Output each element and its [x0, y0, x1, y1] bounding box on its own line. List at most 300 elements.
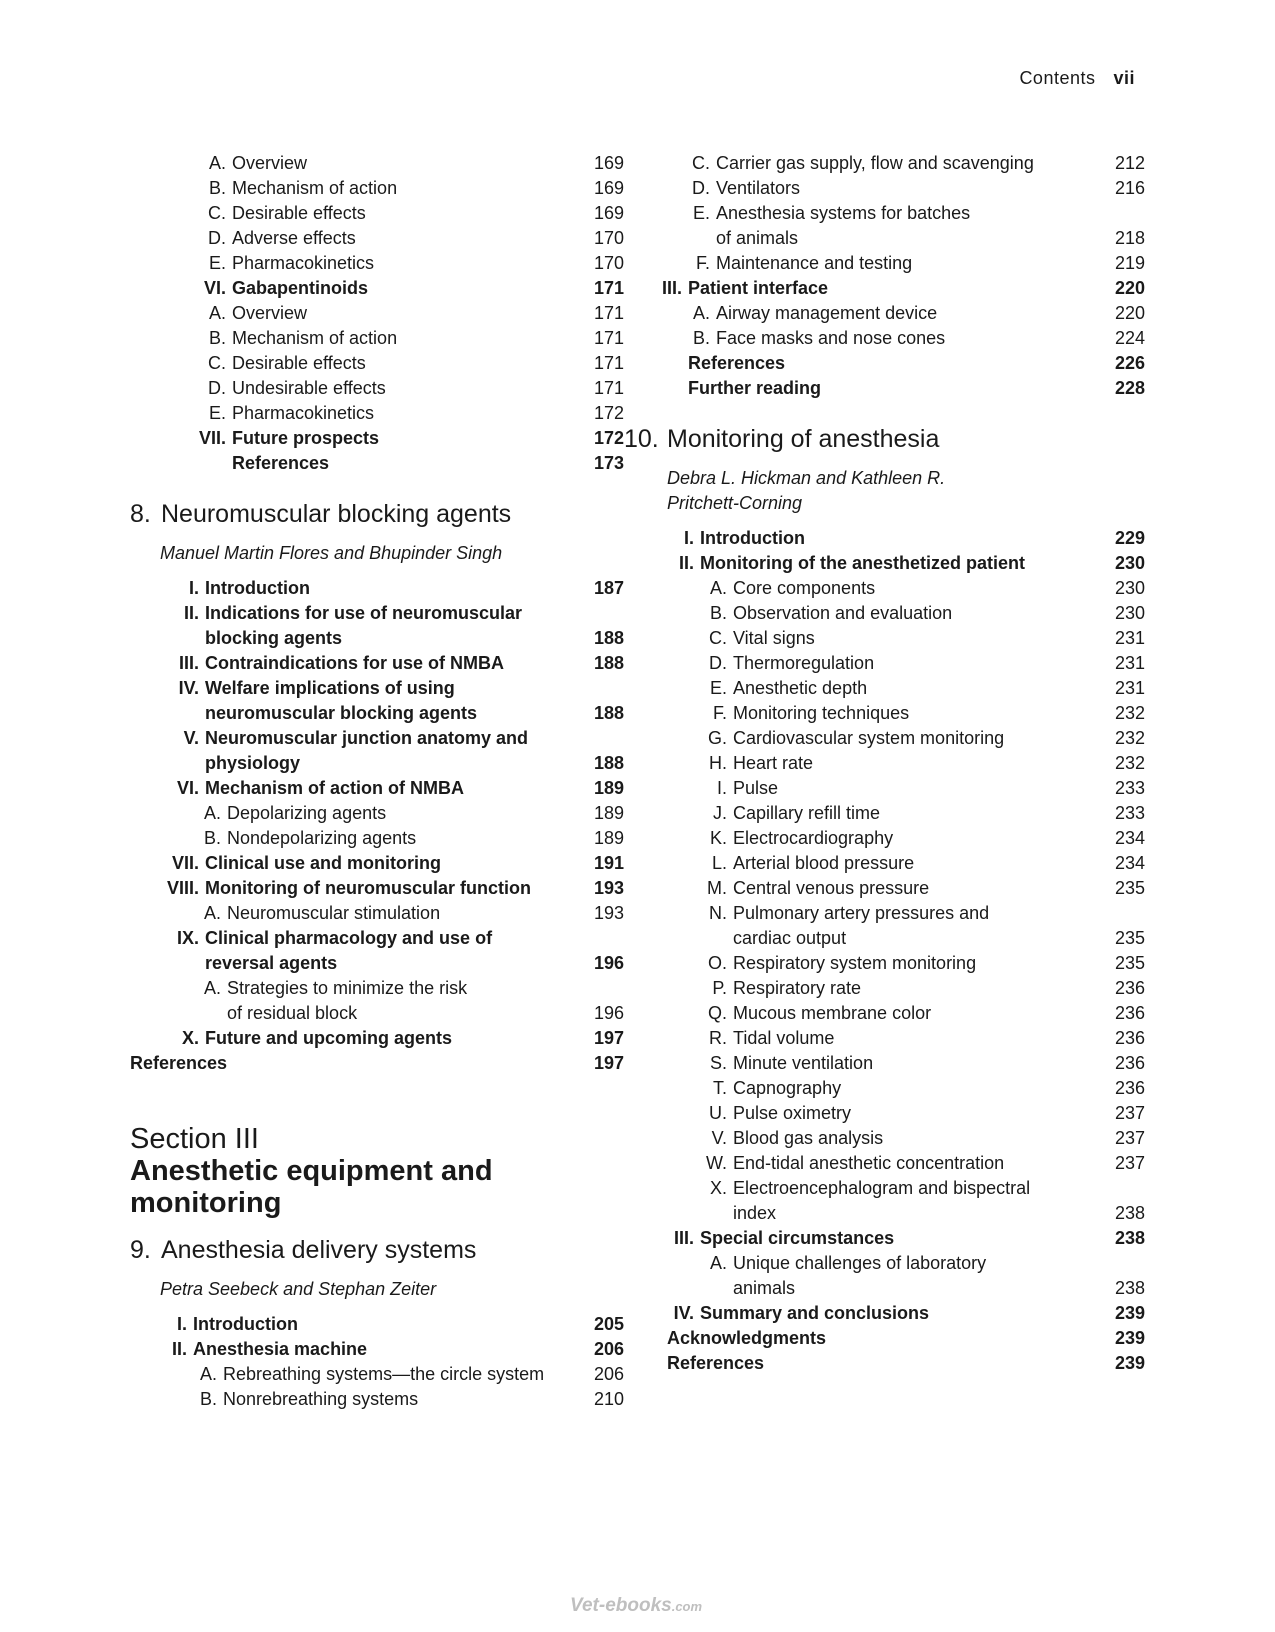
toc-entry-marker: C.	[692, 153, 710, 173]
toc-entry-page: 188	[593, 653, 624, 673]
toc-entry	[652, 876, 1145, 901]
chapter-authors: Petra Seebeck and Stephan Zeiter	[160, 1279, 437, 1299]
toc-entry-marker: A.	[203, 978, 221, 998]
toc-entry-title: Clinical use and monitoring	[205, 853, 442, 873]
toc-entry-page: 205	[593, 1314, 624, 1334]
toc-entry	[652, 901, 1145, 951]
toc-entry-page: 197	[593, 1053, 624, 1073]
toc-entry-page: 230	[1114, 578, 1145, 598]
toc-entry	[130, 876, 624, 901]
toc-entry-title: Central venous pressure	[733, 878, 930, 898]
toc-entry-title: Further reading	[688, 378, 822, 398]
toc-entry-continuation: of animals	[716, 228, 799, 248]
toc-entry-title: Mechanism of action	[232, 178, 398, 198]
toc-entry-title: Desirable effects	[232, 353, 366, 373]
toc-entry-page: 169	[593, 178, 624, 198]
toc-entry-marker: VII.	[171, 853, 199, 873]
toc-entry-title: Cardiovascular system monitoring	[733, 728, 1005, 748]
toc-entry-marker: A.	[709, 578, 727, 598]
toc-entry	[652, 376, 1145, 401]
toc-entry-title: Monitoring techniques	[733, 703, 910, 723]
toc-entry-marker: B.	[208, 328, 226, 348]
toc-entry	[130, 401, 624, 426]
toc-entry	[130, 826, 624, 851]
toc-entry-page: 232	[1114, 703, 1145, 723]
toc-entry	[652, 201, 1145, 251]
toc-entry-title: Mechanism of action of NMBA	[205, 778, 465, 798]
toc-entry-marker: X.	[181, 1028, 199, 1048]
toc-entry	[130, 1312, 624, 1337]
left-top-entries	[130, 151, 624, 476]
toc-entry-title: Nonrebreathing systems	[223, 1389, 419, 1409]
toc-entry	[652, 651, 1145, 676]
toc-entry-title: References	[667, 1353, 765, 1373]
toc-entry	[130, 251, 624, 276]
toc-entry-page: 216	[1114, 178, 1145, 198]
toc-entry-title: Special circumstances	[700, 1228, 895, 1248]
toc-entry	[652, 526, 1145, 551]
toc-entry-marker: A.	[709, 1253, 727, 1273]
toc-entry-page: 238	[1114, 1278, 1145, 1298]
toc-entry	[652, 1351, 1145, 1376]
chapter-authors	[652, 466, 1145, 516]
toc-entry	[652, 251, 1145, 276]
toc-entry-title: Observation and evaluation	[733, 603, 953, 623]
toc-entry-page: 232	[1114, 753, 1145, 773]
toc-entry-page: 171	[593, 353, 624, 373]
toc-entry-title: Overview	[232, 303, 308, 323]
toc-entry-marker: J.	[712, 803, 727, 823]
toc-entry-title: Electrocardiography	[733, 828, 894, 848]
toc-entry-marker: A.	[203, 803, 221, 823]
toc-entry-marker: L.	[711, 853, 727, 873]
toc-entry-title: Monitoring of the anesthetized patient	[700, 553, 1025, 573]
authors-line-1: Debra L. Hickman and Kathleen R.	[667, 468, 946, 488]
toc-entry	[652, 1151, 1145, 1176]
toc-entry	[130, 776, 624, 801]
toc-entry	[652, 551, 1145, 576]
toc-entry	[652, 176, 1145, 201]
header-page-number: vii	[1113, 68, 1135, 88]
toc-entry	[130, 676, 624, 726]
toc-entry-page: 235	[1114, 953, 1145, 973]
header-label: Contents	[1019, 68, 1096, 88]
toc-entry-page: 236	[1114, 1003, 1145, 1023]
toc-entry-continuation: of residual block	[227, 1003, 358, 1023]
section-heading	[130, 1123, 624, 1219]
toc-entry-title: Heart rate	[733, 753, 814, 773]
toc-entry-title: Acknowledgments	[667, 1328, 827, 1348]
toc-entry-page: 196	[593, 953, 624, 973]
toc-entry-marker: I.	[716, 778, 727, 798]
toc-entry	[130, 226, 624, 251]
toc-entry-marker: VIII.	[166, 878, 199, 898]
toc-entry-page: 220	[1114, 303, 1145, 323]
toc-entry-marker: III.	[661, 278, 682, 298]
toc-entry-marker: II.	[678, 553, 694, 573]
section-title-line-1: Anesthetic equipment and	[130, 1155, 493, 1187]
toc-entry	[130, 901, 624, 926]
toc-entry-title: Capnography	[733, 1078, 842, 1098]
section-label: Section III	[130, 1123, 259, 1155]
toc-entry-page: 170	[593, 253, 624, 273]
toc-entry-page: 197	[593, 1028, 624, 1048]
toc-entry-marker: D.	[692, 178, 710, 198]
toc-entry	[652, 601, 1145, 626]
toc-entry-page: 169	[593, 203, 624, 223]
toc-entry-marker: I.	[683, 528, 694, 548]
toc-entry-page: 234	[1114, 828, 1145, 848]
toc-entry-page: 220	[1114, 278, 1145, 298]
toc-entry	[652, 851, 1145, 876]
toc-entry-title: Anesthetic depth	[733, 678, 868, 698]
toc-entry	[652, 1001, 1145, 1026]
toc-entry-page: 231	[1114, 628, 1145, 648]
toc-entry	[130, 176, 624, 201]
toc-entry	[130, 326, 624, 351]
toc-entry-page: 171	[593, 378, 624, 398]
toc-entry-page: 171	[593, 328, 624, 348]
toc-entry	[652, 1126, 1145, 1151]
toc-entry-title: Patient interface	[688, 278, 829, 298]
chapter-10-entries	[652, 526, 1145, 1376]
toc-entry-title: Depolarizing agents	[227, 803, 387, 823]
toc-entry-marker: C.	[208, 353, 226, 373]
toc-entry-marker: III.	[673, 1228, 694, 1248]
toc-entry	[652, 151, 1145, 176]
chapter-heading	[624, 424, 1145, 454]
toc-entry-marker: E.	[709, 678, 727, 698]
toc-entry	[652, 1026, 1145, 1051]
toc-entry-page: 206	[593, 1364, 624, 1384]
toc-entry-title: Pulmonary artery pressures and	[733, 903, 990, 923]
toc-entry-title: Clinical pharmacology and use of	[205, 928, 493, 948]
toc-entry	[130, 1337, 624, 1362]
toc-entry-marker: IX.	[176, 928, 199, 948]
toc-entry-marker: IV.	[178, 678, 199, 698]
toc-entry	[652, 1301, 1145, 1326]
toc-entry-page: 193	[593, 903, 624, 923]
toc-entry-title: Blood gas analysis	[733, 1128, 884, 1148]
toc-entry-title: Introduction	[205, 578, 310, 598]
toc-entry-marker: IV.	[673, 1303, 694, 1323]
toc-entry-marker: III.	[178, 653, 199, 673]
left-column	[130, 151, 624, 1412]
chapter-8-entries	[130, 576, 624, 1076]
toc-entry-title: Ventilators	[716, 178, 801, 198]
toc-entry-marker: E.	[208, 403, 226, 423]
toc-entry-title: Unique challenges of laboratory	[733, 1253, 987, 1273]
chapter-title: Neuromuscular blocking agents	[161, 500, 512, 528]
toc-entry-title: Pharmacokinetics	[232, 253, 375, 273]
toc-entry-page: 232	[1114, 728, 1145, 748]
toc-entry-continuation: physiology	[205, 753, 301, 773]
chapter-heading	[130, 499, 624, 529]
toc-entry-page: 172	[593, 403, 624, 423]
toc-entry-page: 239	[1114, 1353, 1145, 1373]
toc-entry-page: 191	[593, 853, 624, 873]
toc-entry-page: 170	[593, 228, 624, 248]
chapter-number: 8.	[130, 500, 151, 528]
toc-entry	[652, 326, 1145, 351]
toc-entry-marker: G.	[707, 728, 727, 748]
toc-entry	[130, 576, 624, 601]
toc-entry-page: 236	[1114, 1078, 1145, 1098]
toc-entry-title: Anesthesia systems for batches	[716, 203, 971, 223]
toc-entry-marker: P.	[712, 978, 727, 998]
toc-entry-page: 236	[1114, 1053, 1145, 1073]
toc-entry-title: Anesthesia machine	[193, 1339, 368, 1359]
toc-entry	[130, 801, 624, 826]
toc-entry-continuation: neuromuscular blocking agents	[205, 703, 478, 723]
toc-entry	[130, 1387, 624, 1412]
toc-entry-marker: K.	[709, 828, 727, 848]
toc-entry-page: 239	[1114, 1328, 1145, 1348]
toc-entry	[130, 851, 624, 876]
toc-entry	[130, 276, 624, 301]
chapter-number: 9.	[130, 1236, 151, 1264]
toc-entry	[130, 451, 624, 476]
toc-entry	[130, 426, 624, 451]
toc-entry-title: Tidal volume	[733, 1028, 835, 1048]
toc-entry-marker: A.	[692, 303, 710, 323]
toc-entry-marker: I.	[176, 1314, 187, 1334]
chapter-title: Monitoring of anesthesia	[667, 425, 940, 453]
watermark-text: Vet-ebooks	[570, 1595, 672, 1616]
toc-entry	[130, 976, 624, 1026]
toc-entry	[130, 1051, 624, 1076]
toc-entry-marker: Q.	[707, 1003, 727, 1023]
toc-entry-title: Desirable effects	[232, 203, 366, 223]
toc-entry-title: Airway management device	[716, 303, 938, 323]
toc-entry-page: 238	[1114, 1203, 1145, 1223]
toc-entry-page: 206	[593, 1339, 624, 1359]
toc-entry	[652, 351, 1145, 376]
toc-entry-marker: D.	[208, 378, 226, 398]
toc-entry-page: 212	[1114, 153, 1145, 173]
toc-entry-marker: E.	[692, 203, 710, 223]
toc-entry-title: Mucous membrane color	[733, 1003, 932, 1023]
toc-entry-marker: E.	[208, 253, 226, 273]
toc-entry	[130, 1362, 624, 1387]
toc-entry-page: 173	[593, 453, 624, 473]
toc-entry	[130, 376, 624, 401]
toc-entry-marker: B.	[203, 828, 221, 848]
toc-entry-marker: II.	[183, 603, 199, 623]
toc-entry-page: 231	[1114, 678, 1145, 698]
toc-entry-title: Neuromuscular junction anatomy and	[205, 728, 529, 748]
toc-entry-page: 188	[593, 628, 624, 648]
toc-entry-marker: VII.	[198, 428, 226, 448]
toc-entry-page: 172	[593, 428, 624, 448]
toc-entry-title: Undesirable effects	[232, 378, 386, 398]
toc-entry	[130, 1026, 624, 1051]
toc-entry-marker: A.	[203, 903, 221, 923]
toc-entry-page: 237	[1114, 1128, 1145, 1148]
toc-entry	[130, 651, 624, 676]
toc-entry-page: 239	[1114, 1303, 1145, 1323]
toc-entry	[652, 1176, 1145, 1226]
toc-entry-page: 236	[1114, 978, 1145, 998]
toc-entry-continuation: cardiac output	[733, 928, 847, 948]
toc-entry-marker: F.	[695, 253, 710, 273]
toc-entry-marker: R.	[709, 1028, 727, 1048]
toc-entry-page: 189	[593, 803, 624, 823]
toc-entry-marker: A.	[208, 303, 226, 323]
toc-entry-marker: D.	[208, 228, 226, 248]
toc-entry	[130, 726, 624, 776]
toc-entry-page: 196	[593, 1003, 624, 1023]
toc-entry-marker: V.	[183, 728, 199, 748]
toc-entry	[652, 726, 1145, 751]
toc-entry-page: 171	[593, 278, 624, 298]
toc-entry-marker: T.	[712, 1078, 727, 1098]
toc-entry-title: Rebreathing systems—the circle system	[223, 1364, 545, 1384]
toc-entry-marker: O.	[707, 953, 727, 973]
toc-entry-title: Pulse	[733, 778, 779, 798]
toc-entry-marker: X.	[709, 1178, 727, 1198]
toc-entry	[652, 951, 1145, 976]
right-top-entries	[652, 151, 1145, 401]
toc-entry	[652, 826, 1145, 851]
toc-entry-page: 237	[1114, 1153, 1145, 1173]
toc-entry-title: Mechanism of action	[232, 328, 398, 348]
chapter-authors: Manuel Martin Flores and Bhupinder Singh	[160, 543, 503, 563]
toc-entry-title: Contraindications for use of NMBA	[205, 653, 505, 673]
toc-entry-page: 218	[1114, 228, 1145, 248]
toc-entry	[652, 751, 1145, 776]
toc-entry-page: 228	[1114, 378, 1145, 398]
toc-entry-title: Introduction	[700, 528, 805, 548]
toc-entry-title: Pharmacokinetics	[232, 403, 375, 423]
toc-entry	[130, 301, 624, 326]
chapter-9-entries	[130, 1312, 624, 1412]
toc-entry-page: 238	[1114, 1228, 1145, 1248]
toc-entry-title: Capillary refill time	[733, 803, 881, 823]
toc-entry-page: 171	[593, 303, 624, 323]
section-title-line-2: monitoring	[130, 1187, 282, 1219]
toc-entry-title: Maintenance and testing	[716, 253, 913, 273]
toc-entry-title: References	[130, 1053, 228, 1073]
toc-entry-title: Future and upcoming agents	[205, 1028, 453, 1048]
toc-entry-title: Thermoregulation	[733, 653, 875, 673]
toc-entry-title: Respiratory rate	[733, 978, 862, 998]
chapter-title: Anesthesia delivery systems	[161, 1236, 477, 1264]
toc-entry	[652, 301, 1145, 326]
toc-entry-page: 236	[1114, 1028, 1145, 1048]
toc-entry	[652, 1251, 1145, 1301]
toc-entry-page: 169	[593, 153, 624, 173]
toc-entry-page: 235	[1114, 878, 1145, 898]
toc-entry-title: Future prospects	[232, 428, 380, 448]
toc-entry-title: Indications for use of neuromuscular	[205, 603, 523, 623]
toc-entry-page: 189	[593, 828, 624, 848]
toc-entry-marker: D.	[709, 653, 727, 673]
toc-entry	[130, 201, 624, 226]
toc-entry-page: 187	[593, 578, 624, 598]
toc-entry	[652, 1326, 1145, 1351]
toc-entry-marker: W.	[706, 1153, 727, 1173]
toc-entry-title: References	[688, 353, 786, 373]
toc-entry	[652, 1076, 1145, 1101]
toc-entry-title: Nondepolarizing agents	[227, 828, 417, 848]
toc-entry-page: 193	[593, 878, 624, 898]
toc-entry-title: End-tidal anesthetic concentration	[733, 1153, 1005, 1173]
toc-entry	[652, 1226, 1145, 1251]
toc-entry-title: Vital signs	[733, 628, 815, 648]
toc-entry-marker: A.	[199, 1364, 217, 1384]
toc-entry-marker: C.	[709, 628, 727, 648]
toc-entry-page: 188	[593, 703, 624, 723]
toc-entry-page: 224	[1114, 328, 1145, 348]
toc-entry-title: Respiratory system monitoring	[733, 953, 977, 973]
toc-entry-title: Overview	[232, 153, 308, 173]
toc-entry-title: Electroencephalogram and bispectral	[733, 1178, 1031, 1198]
toc-entry	[652, 976, 1145, 1001]
running-header	[1019, 68, 1135, 89]
watermark-logo	[570, 1595, 702, 1617]
toc-entry-marker: S.	[709, 1053, 727, 1073]
toc-entry-marker: B.	[692, 328, 710, 348]
toc-entry-marker: II.	[171, 1339, 187, 1359]
toc-entry	[130, 926, 624, 976]
toc-entry-continuation: reversal agents	[205, 953, 338, 973]
toc-entry-marker: B.	[709, 603, 727, 623]
toc-entry-title: Core components	[733, 578, 876, 598]
toc-entry-page: 189	[593, 778, 624, 798]
toc-entry-page: 219	[1114, 253, 1145, 273]
toc-entry-marker: M.	[707, 878, 727, 898]
toc-entry-page: 237	[1114, 1103, 1145, 1123]
toc-entry-page: 226	[1114, 353, 1145, 373]
toc-entry-page: 233	[1114, 803, 1145, 823]
toc-entry	[652, 626, 1145, 651]
toc-entry-title: Introduction	[193, 1314, 298, 1334]
toc-entry-title: Adverse effects	[232, 228, 356, 248]
toc-entry-page: 230	[1114, 553, 1145, 573]
toc-entry-marker: VI.	[203, 278, 226, 298]
toc-entry-page: 233	[1114, 778, 1145, 798]
toc-entry	[652, 801, 1145, 826]
toc-entry-title: Welfare implications of using	[205, 678, 455, 698]
toc-entry-title: Carrier gas supply, flow and scavenging	[716, 153, 1034, 173]
toc-entry-page: 230	[1114, 603, 1145, 623]
toc-entry-marker: B.	[199, 1389, 217, 1409]
toc-entry-title: Strategies to minimize the risk	[227, 978, 468, 998]
toc-entry-page: 188	[593, 753, 624, 773]
toc-entry-page: 234	[1114, 853, 1145, 873]
toc-entry-marker: B.	[208, 178, 226, 198]
toc-entry-title: Face masks and nose cones	[716, 328, 946, 348]
toc-entry	[130, 351, 624, 376]
toc-entry	[652, 676, 1145, 701]
toc-entry-marker: V.	[711, 1128, 727, 1148]
toc-entry-title: Summary and conclusions	[700, 1303, 930, 1323]
watermark-suffix: .com	[671, 1599, 703, 1614]
toc-entry-title: Monitoring of neuromuscular function	[205, 878, 531, 898]
toc-entry-page: 235	[1114, 928, 1145, 948]
toc-entry-continuation: index	[733, 1203, 777, 1223]
toc-entry	[652, 701, 1145, 726]
toc-entry	[130, 601, 624, 651]
toc-entry	[130, 151, 624, 176]
toc-entry-continuation: animals	[733, 1278, 796, 1298]
toc-entry-marker: F.	[712, 703, 727, 723]
toc-entry	[652, 776, 1145, 801]
toc-entry-title: Gabapentinoids	[232, 278, 369, 298]
toc-entry	[652, 576, 1145, 601]
toc-entry-page: 231	[1114, 653, 1145, 673]
